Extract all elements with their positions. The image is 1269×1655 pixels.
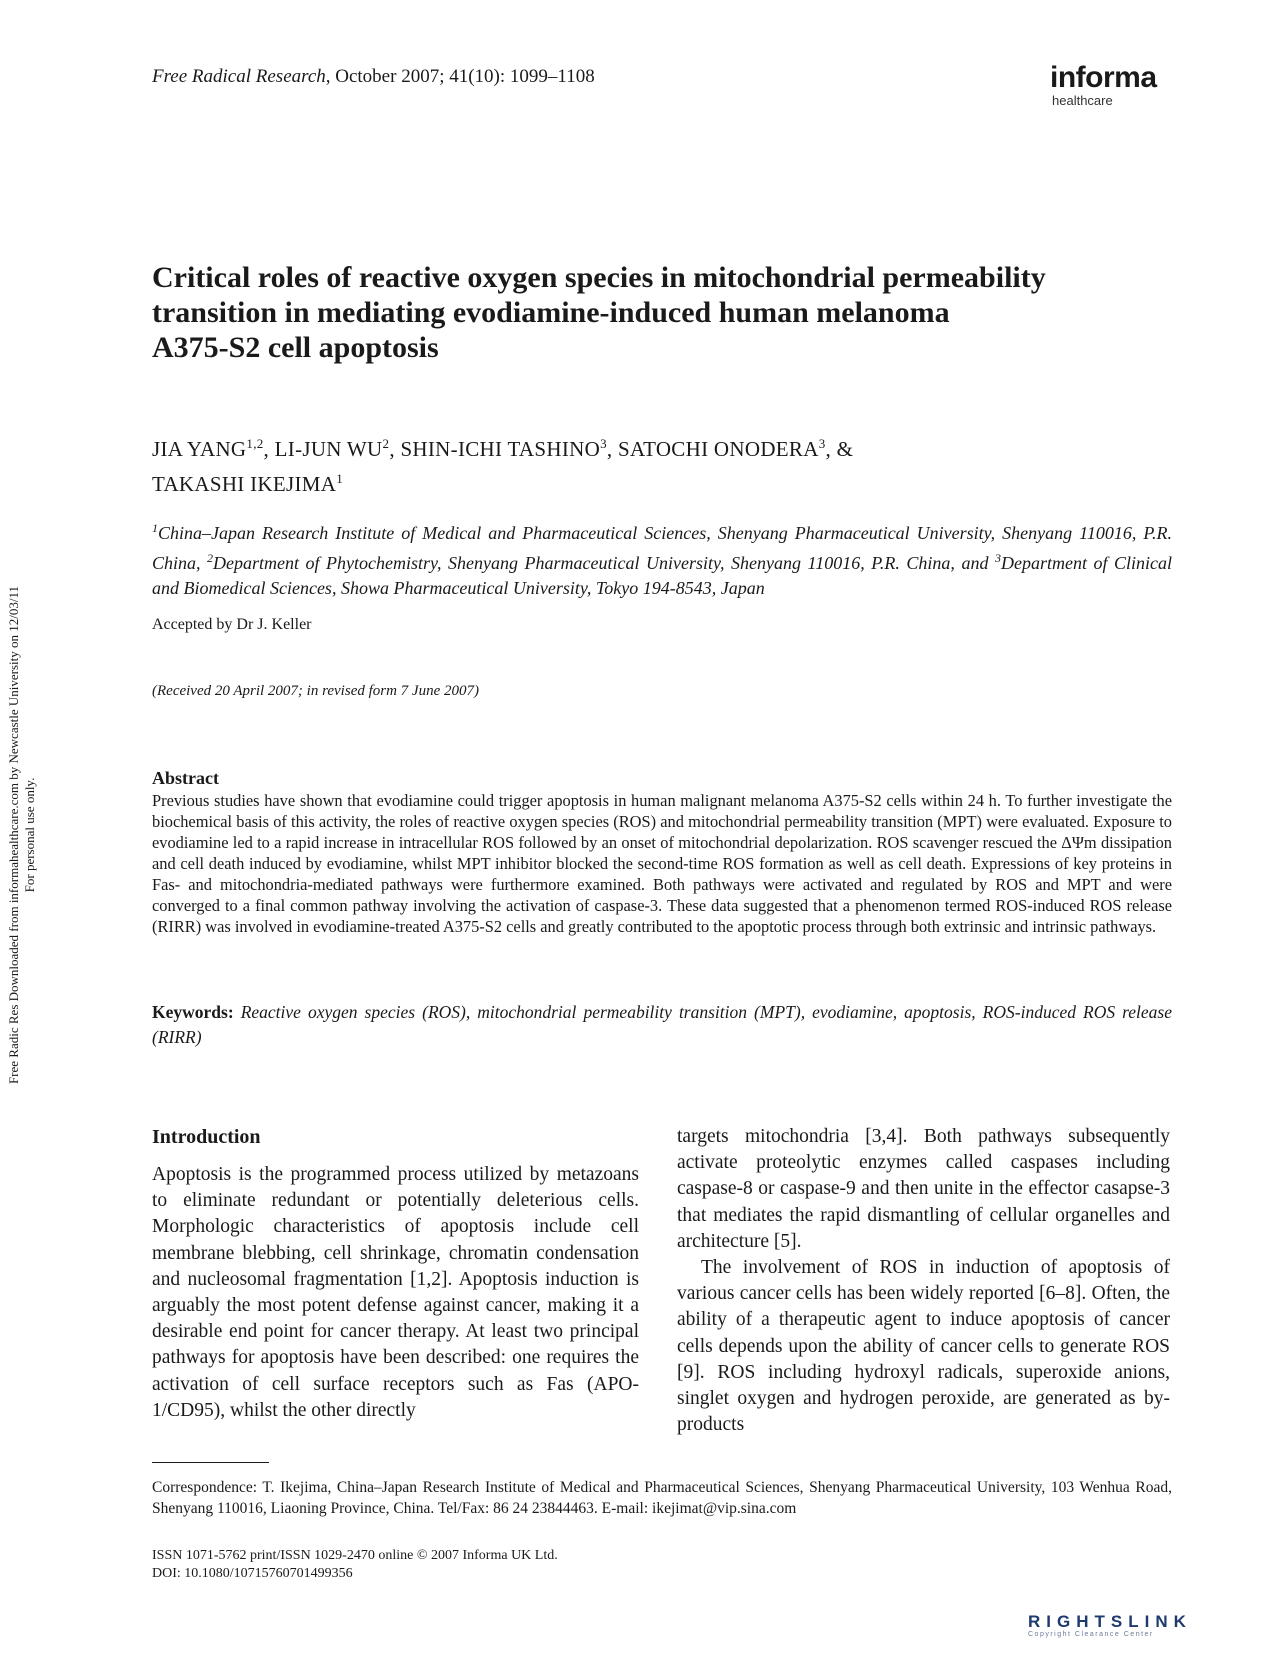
issn-doi [152, 1547, 558, 1583]
logo-wordmark: informa [1050, 61, 1157, 94]
doi-line: DOI: 10.1080/10715760701499356 [152, 1566, 353, 1581]
title-line: A375-S2 cell apoptosis [152, 331, 439, 364]
article-title [152, 260, 1172, 365]
author-affil-sup: 3 [600, 436, 607, 451]
intro-paragraph: The involvement of ROS in induction of apoptosis of various cancer cells has been widely reported [6–8]. Often, the ability of a therapeutic agent to induce apoptosis of cancer cells depends upon the ability of cancer cells to generate ROS [9]. ROS including hydroxyl radicals, superoxide anions, singlet oxygen and hydrogen peroxide, are generated as by-products [677, 1257, 1170, 1436]
accepted-by: Accepted by Dr J. Keller [152, 616, 312, 633]
author-name: TAKASHI IKEJIMA [152, 472, 337, 496]
title-line: transition in mediating evodiamine-induced human melanoma [152, 296, 950, 329]
intro-paragraph: targets mitochondria [3,4]. Both pathways subsequently activate proteolytic enzymes called caspases including caspase-8 or caspase-9 and then unite in the effector casapse-3 that mediates the rapid dismantling of cellular organelles and architecture [5]. [677, 1126, 1170, 1252]
watermark-line: Free Radic Res Downloaded from informahealthcare.com by Newcastle University on 12/03/11 [6, 585, 21, 1085]
author-affil-sup: 1,2 [246, 436, 264, 451]
keywords-text: Reactive oxygen species (ROS), mitochondrial permeability transition (MPT), evodiamine, apoptosis, ROS-induced ROS release (RIRR) [152, 1002, 1173, 1047]
affil-text: Department of Clinical and Biomedical Sciences, Showa Pharmaceutical University, Tokyo 194-8543, Japan [152, 553, 1172, 598]
publisher-logo[interactable] [1050, 62, 1180, 108]
rightslink-logo[interactable] [1028, 1612, 1238, 1638]
issn-line: ISSN 1071-5762 print/ISSN 1029-2470 online © 2007 Informa UK Ltd. [152, 1548, 558, 1563]
journal-citation [152, 66, 595, 88]
author-list [152, 429, 1172, 499]
introduction-heading: Introduction [152, 1126, 261, 1148]
author-affil-sup: 3 [818, 436, 826, 451]
author-name: JIA YANG [152, 437, 247, 461]
rightslink-subtitle: Copyright Clearance Center [1028, 1631, 1154, 1638]
author-name: , SATOCHI ONODERA [606, 437, 819, 461]
footnote-divider [152, 1462, 269, 1463]
affil-text: Department of Phytochemistry, Shenyang Pharmaceutical University, Shenyang 110016, P.R. China, and [213, 553, 995, 573]
correspondence-note: Correspondence: T. Ikejima, China–Japan Research Institute of Medical and Pharmaceutical Sciences, Shenyang Pharmaceutical University, 103 Wenhua Road, Shenyang 110016, Liaoning Province, China. Tel/Fax: 86 24 23844463. E-mail: ikejimat@vip.sina.com [152, 1479, 1172, 1517]
logo-subtitle: healthcare [1052, 93, 1113, 108]
affil-sup: 1 [152, 521, 158, 535]
title-line: Critical roles of reactive oxygen species in mitochondrial permeability [152, 261, 1046, 294]
watermark-line: For personal use only. [22, 777, 37, 893]
affiliations [152, 516, 1172, 601]
keywords-label: Keywords: [152, 1002, 234, 1022]
affil-text: China–Japan Research Institute of Medical and Pharmaceutical Sciences, Shenyang Pharmaceutical University, Shenyang 110016, P.R. China, [152, 523, 1172, 573]
intro-right-column [677, 1124, 1170, 1438]
abstract-text: Previous studies have shown that evodiamine could trigger apoptosis in human malignant melanoma A375-S2 cells within 24 h. To further investigate the biochemical basis of this activity, the roles of reactive oxygen species (ROS) and mitochondrial permeability transition (MPT) were evaluated. Exposure to evodiamine led to a rapid increase in intracellular ROS followed by an onset of mitochondrial depolarization. ROS scavenger rescued the ΔΨm dissipation and cell death induced by evodiamine, whilst MPT inhibitor blocked the second-time ROS formation as well as cell death. Expressions of key proteins in Fas- and mitochondria-mediated pathways were furthermore examined. Both pathways were activated and regulated by ROS and MPT and were converged to a final common pathway involving the activation of caspase-3. These data suggested that a phenomenon termed ROS-induced ROS release (RIRR) was involved in evodiamine-treated A375-S2 cells and greatly contributed to the apoptotic process through both extrinsic and intrinsic pathways. [152, 791, 1172, 936]
author-affil-sup: 1 [336, 471, 344, 486]
author-name: , SHIN-ICHI TASHINO [389, 437, 601, 461]
affil-sup: 3 [994, 551, 1001, 565]
journal-name: Free Radical Research [152, 66, 326, 87]
keywords [152, 1000, 1172, 1050]
author-separator: , & [825, 437, 854, 461]
author-name: , LI-JUN WU [263, 437, 383, 461]
rightslink-wordmark: RIGHTSLINK [1028, 1612, 1192, 1631]
journal-issue: , October 2007; 41(10): 1099–1108 [325, 66, 595, 87]
download-watermark [6, 515, 38, 1155]
received-dates: (Received 20 April 2007; in revised form 7 June 2007) [152, 683, 479, 699]
intro-left-column: Apoptosis is the programmed process utilized by metazoans to eliminate redundant or potentially deleterious cells. Morphologic characteristics of apoptosis include cell membrane blebbing, cell shrinkage, chromatin condensation and nucleosomal fragmentation [1,2]. Apoptosis induction is arguably the most potent defense against cancer, making it a desirable end point for cancer therapy. At least two principal pathways for apoptosis have been described: one requires the activation of cell surface receptors such as Fas (APO-1/CD95), whilst the other directly [152, 1164, 639, 1421]
author-affil-sup: 2 [382, 436, 390, 451]
affil-sup: 2 [207, 551, 214, 565]
abstract-heading: Abstract [152, 768, 219, 788]
